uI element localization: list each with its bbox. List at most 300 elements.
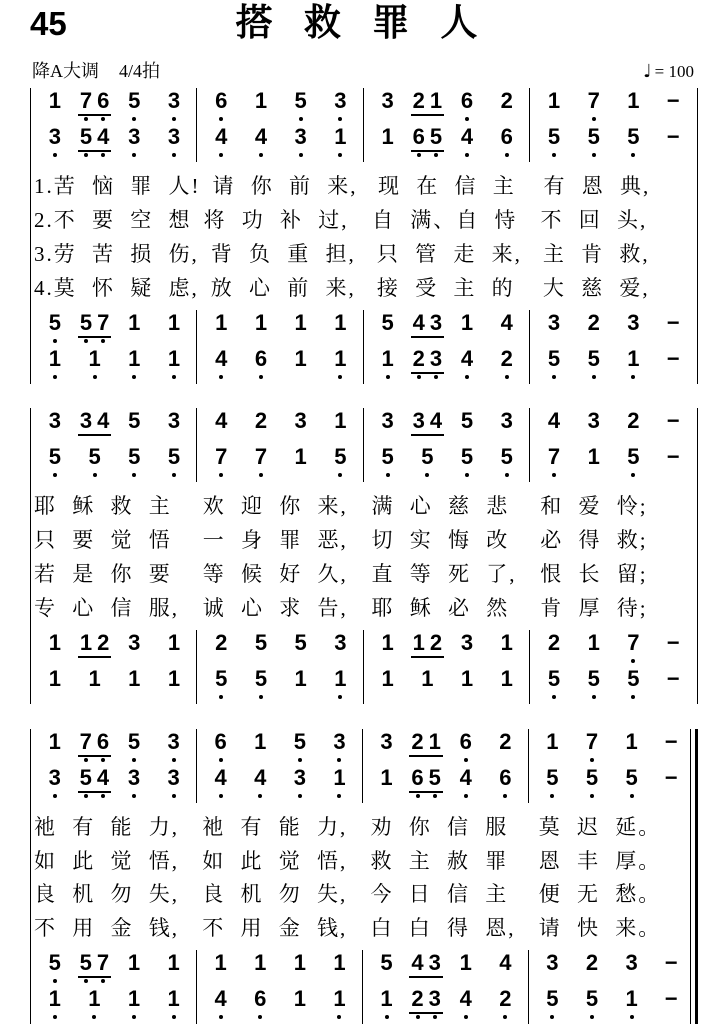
dot-spacer xyxy=(172,339,176,343)
dot-spacer xyxy=(386,339,390,343)
note xyxy=(667,445,680,477)
beat-cell xyxy=(75,766,115,802)
note xyxy=(215,311,227,343)
note-group xyxy=(460,766,472,798)
note xyxy=(215,667,227,699)
note-group xyxy=(254,987,266,1019)
dot-spacer xyxy=(386,659,390,663)
voice-row-lower xyxy=(201,987,359,1023)
note-digit: 3 xyxy=(128,630,141,655)
note-group xyxy=(128,730,140,762)
note-digit: 5 xyxy=(627,666,640,691)
note-digit: 3 xyxy=(460,630,474,655)
note-group xyxy=(254,730,266,762)
note-group xyxy=(215,89,227,121)
note xyxy=(460,730,472,762)
dot-spacer xyxy=(416,758,420,762)
beat-cell xyxy=(447,445,487,481)
beat-cell xyxy=(534,89,574,125)
low-octave-dot xyxy=(417,153,421,157)
dot-spacer xyxy=(416,979,420,983)
note-digit: 4 xyxy=(96,765,110,790)
note-digit: 1 xyxy=(334,408,347,433)
dot-spacer xyxy=(219,979,223,983)
note-group xyxy=(588,409,600,441)
note-group xyxy=(334,311,346,343)
note xyxy=(49,311,61,343)
quarter-note-icon: ♩ xyxy=(643,61,652,82)
beat-cell xyxy=(75,951,115,987)
note-digit: − xyxy=(664,765,678,790)
note-group xyxy=(627,667,639,699)
note xyxy=(499,951,511,983)
beat-cell xyxy=(281,445,321,481)
note-digit: 5 xyxy=(585,986,599,1011)
beat-cell xyxy=(241,311,281,347)
dot-spacer xyxy=(671,117,675,121)
beat-cell xyxy=(241,409,281,445)
beat-cell xyxy=(486,730,526,766)
note-digit: 6 xyxy=(459,729,472,754)
low-octave-dot xyxy=(338,153,342,157)
dot-spacer xyxy=(417,339,421,343)
note xyxy=(625,730,637,762)
hymn-number: 45 xyxy=(30,5,67,42)
beat-cell xyxy=(446,766,486,802)
note xyxy=(215,766,227,798)
note-digit: 3 xyxy=(381,408,394,433)
note-group xyxy=(548,445,560,477)
note xyxy=(255,445,267,477)
beat-cell xyxy=(486,951,526,987)
note-group xyxy=(128,766,140,798)
time-signature: 4/4拍 xyxy=(119,61,161,81)
dot-spacer xyxy=(631,437,635,441)
beat-cell xyxy=(320,951,360,987)
beat-cell xyxy=(154,951,194,987)
low-octave-dot xyxy=(132,153,136,157)
note-digit: 1 xyxy=(127,950,141,975)
note-group xyxy=(499,766,511,798)
note xyxy=(461,89,473,121)
note-group xyxy=(215,766,227,798)
note xyxy=(215,631,227,663)
note xyxy=(430,631,442,663)
note-digit: 1 xyxy=(333,765,346,790)
note xyxy=(295,667,307,699)
note xyxy=(49,730,61,762)
note-group xyxy=(49,631,61,663)
note-group xyxy=(548,631,560,663)
note-group xyxy=(381,89,393,121)
note-digit: 7 xyxy=(547,444,561,469)
note xyxy=(429,987,441,1019)
dot-spacer xyxy=(172,979,176,983)
beat-cell xyxy=(651,987,691,1023)
note-group xyxy=(254,951,266,983)
beat-cell xyxy=(651,951,691,987)
dot-spacer xyxy=(299,695,303,699)
beat-cell xyxy=(407,311,447,347)
note-digit: − xyxy=(664,986,678,1011)
note xyxy=(627,311,639,343)
dot-spacer xyxy=(84,437,88,441)
voice-row-upper xyxy=(35,631,194,667)
voice-row-upper xyxy=(201,730,359,766)
eighth-underline xyxy=(78,150,112,152)
note-digit: 7 xyxy=(79,88,93,113)
voice-row-lower xyxy=(35,347,194,383)
note-digit: 5 xyxy=(128,88,141,113)
note xyxy=(548,631,560,663)
note-digit: 6 xyxy=(215,88,228,113)
beat-cell xyxy=(241,445,281,481)
note-digit: 3 xyxy=(167,124,181,149)
low-octave-dot xyxy=(219,375,223,379)
lyrics-phrase: 一 身 罪 恶, xyxy=(202,528,348,552)
low-octave-dot xyxy=(172,794,176,798)
note-group xyxy=(294,730,306,762)
note-group xyxy=(128,311,140,343)
note-digit: 5 xyxy=(79,124,93,149)
note-group xyxy=(381,125,393,157)
beat-cell xyxy=(534,409,574,445)
note-digit: 5 xyxy=(546,765,559,790)
dot-spacer xyxy=(503,758,507,762)
note-group xyxy=(501,125,513,157)
dot-spacer xyxy=(172,695,176,699)
low-octave-dot xyxy=(338,117,342,121)
voice-row-upper xyxy=(367,730,525,766)
beat-cell xyxy=(201,730,241,766)
eighth-underline xyxy=(78,336,112,338)
beat-cell xyxy=(534,347,574,383)
note-digit: 2 xyxy=(412,88,425,113)
note xyxy=(588,409,600,441)
measure xyxy=(196,630,364,704)
dot-spacer xyxy=(299,339,303,343)
lyrics-phrase: 切 实 悔 改 xyxy=(371,528,510,552)
beat-cell xyxy=(321,445,361,481)
note-group xyxy=(381,667,393,699)
beat-cell xyxy=(35,766,75,802)
note xyxy=(128,125,140,157)
note-group xyxy=(80,730,110,762)
note xyxy=(168,631,180,663)
note-digit: 4 xyxy=(254,765,267,790)
note-digit: 1 xyxy=(587,630,600,655)
voice-row-lower xyxy=(201,445,360,481)
dot-spacer xyxy=(258,758,262,762)
low-octave-dot xyxy=(219,153,223,157)
note-group xyxy=(128,445,140,477)
note xyxy=(80,125,92,157)
beat-cell xyxy=(653,667,693,703)
dot-spacer xyxy=(298,979,302,983)
low-octave-dot xyxy=(465,117,469,121)
eighth-underline xyxy=(411,114,445,116)
low-octave-dot xyxy=(132,794,136,798)
low-octave-dot xyxy=(433,794,437,798)
beat-cell xyxy=(533,951,573,987)
beat-cell xyxy=(35,409,75,445)
low-octave-dot xyxy=(337,758,341,762)
note-digit: 2 xyxy=(585,950,599,975)
note xyxy=(625,766,637,798)
music-section-3 xyxy=(30,729,698,1024)
note-group xyxy=(461,445,473,477)
note xyxy=(128,667,140,699)
note-digit: 3 xyxy=(167,765,180,790)
note xyxy=(49,667,61,699)
note-digit: 5 xyxy=(587,124,600,149)
beat-cell xyxy=(154,311,194,347)
dot-spacer xyxy=(386,117,390,121)
note-digit: 3 xyxy=(167,729,180,754)
lyrics-line xyxy=(31,170,697,200)
note-digit: 3 xyxy=(48,124,61,149)
note-digit: 2 xyxy=(412,346,425,371)
note xyxy=(334,311,346,343)
dot-spacer xyxy=(505,117,509,121)
note xyxy=(295,125,307,157)
measure xyxy=(31,950,197,1024)
beat-cell xyxy=(574,409,614,445)
voice-row-upper xyxy=(35,409,194,445)
measure xyxy=(31,88,198,162)
dot-spacer xyxy=(219,659,223,663)
note-group xyxy=(215,951,227,983)
dot-spacer xyxy=(417,659,421,663)
beat-cell xyxy=(280,951,320,987)
note xyxy=(411,766,423,798)
beat-cell xyxy=(75,89,115,125)
beat-cell xyxy=(201,631,241,667)
note-digit: 3 xyxy=(381,88,394,113)
lyrics-phrase: 专 心 信 服, xyxy=(34,596,179,620)
low-octave-dot xyxy=(219,473,223,477)
note-group xyxy=(501,409,513,441)
note xyxy=(294,766,306,798)
note-digit: 1 xyxy=(627,346,640,371)
note-digit: − xyxy=(666,310,680,335)
beat-cell xyxy=(280,730,320,766)
note xyxy=(334,347,346,379)
note-digit: − xyxy=(666,444,680,469)
dot-spacer xyxy=(671,375,675,379)
dot-spacer xyxy=(669,758,673,762)
beat-cell xyxy=(321,125,361,161)
beat-cell xyxy=(447,311,487,347)
note-group xyxy=(168,311,180,343)
note-digit: 1 xyxy=(294,666,307,691)
beat-cell xyxy=(651,766,691,802)
note-group xyxy=(548,409,560,441)
note-digit: 5 xyxy=(460,408,474,433)
dot-spacer xyxy=(671,473,675,477)
dot-spacer xyxy=(503,979,507,983)
note-digit: 5 xyxy=(585,765,599,790)
note-digit: 4 xyxy=(214,986,227,1011)
beat-cell xyxy=(35,951,75,987)
note-digit: 4 xyxy=(411,950,424,975)
note-group xyxy=(294,987,306,1019)
beat-cell xyxy=(367,766,407,802)
note xyxy=(625,987,637,1019)
measure xyxy=(196,729,363,803)
note-group xyxy=(255,89,267,121)
note-group xyxy=(627,125,639,157)
note xyxy=(88,987,100,1019)
dot-spacer xyxy=(465,659,469,663)
note xyxy=(128,89,140,121)
note-digit: 1 xyxy=(333,986,346,1011)
note xyxy=(128,347,140,379)
voice-row-lower xyxy=(35,987,193,1023)
note xyxy=(588,125,600,157)
note xyxy=(501,445,513,477)
note-group xyxy=(625,951,637,983)
note-group xyxy=(413,347,443,379)
voice-row-lower xyxy=(534,125,693,161)
lyrics-phrase: 放 心 前 来, xyxy=(210,276,356,300)
beat-cell xyxy=(614,667,654,703)
note-group xyxy=(627,311,639,343)
dot-spacer xyxy=(671,153,675,157)
beat-cell xyxy=(154,766,194,802)
note xyxy=(665,730,678,762)
note-group xyxy=(49,409,61,441)
note-digit: 5 xyxy=(625,765,638,790)
note-group xyxy=(167,730,179,762)
note-group xyxy=(548,89,560,121)
low-octave-dot xyxy=(53,375,57,379)
note-digit: 3 xyxy=(128,124,141,149)
note xyxy=(80,951,92,983)
beat-cell xyxy=(114,987,154,1023)
note xyxy=(49,125,61,157)
beat-cell xyxy=(534,311,574,347)
note xyxy=(381,125,393,157)
dot-spacer xyxy=(505,659,509,663)
note-digit: − xyxy=(666,666,680,691)
beat-cell xyxy=(653,347,693,383)
note-digit: 1 xyxy=(333,950,346,975)
note xyxy=(88,347,100,379)
lyrics-line xyxy=(31,845,695,875)
note-group xyxy=(627,347,639,379)
lyrics-line xyxy=(31,912,695,942)
lyrics-phrase: 有 恩 典, xyxy=(543,174,651,198)
note-digit: 5 xyxy=(127,729,141,754)
note-digit: 1 xyxy=(334,666,347,691)
dot-spacer xyxy=(298,1015,302,1019)
note-group xyxy=(667,89,680,121)
note-digit: 2 xyxy=(411,729,424,754)
note-digit: 3 xyxy=(547,310,561,335)
measure xyxy=(363,310,531,384)
note-group xyxy=(215,311,227,343)
low-octave-dot xyxy=(172,117,176,121)
lyrics-phrase: 耶 稣 必 然 xyxy=(371,596,510,620)
eighth-underline xyxy=(409,791,443,793)
low-octave-dot xyxy=(465,375,469,379)
note-digit: 1 xyxy=(459,950,472,975)
low-octave-dot xyxy=(552,153,556,157)
dot-spacer xyxy=(505,437,509,441)
note-group xyxy=(667,631,680,663)
note-group xyxy=(586,987,598,1019)
beat-cell xyxy=(35,311,75,347)
note-digit: 5 xyxy=(79,950,92,975)
note-group xyxy=(215,445,227,477)
note-group xyxy=(546,730,558,762)
note xyxy=(501,409,513,441)
note-group xyxy=(460,730,472,762)
beat-cell xyxy=(201,766,241,802)
note xyxy=(667,667,680,699)
lyrics-phrase: 便 无 愁。 xyxy=(538,882,662,907)
voice-row-lower xyxy=(35,125,194,161)
low-octave-dot xyxy=(259,473,263,477)
dot-spacer xyxy=(433,979,437,983)
dot-spacer xyxy=(101,659,105,663)
lyrics-phrase: 不 用 金 钱, xyxy=(34,916,179,941)
note xyxy=(501,125,513,157)
note-group xyxy=(49,951,61,983)
dot-spacer xyxy=(669,1015,673,1019)
low-octave-dot xyxy=(464,758,468,762)
note-digit: 5 xyxy=(547,346,561,371)
dot-spacer xyxy=(550,979,554,983)
note-group xyxy=(413,89,443,121)
note-digit: 2 xyxy=(411,986,424,1011)
lyrics-phrase: 如 此 觉 悟, xyxy=(34,848,179,873)
note-group xyxy=(334,409,346,441)
beat-cell xyxy=(612,951,652,987)
note-group xyxy=(665,987,678,1019)
beat-cell xyxy=(368,125,408,161)
note-group xyxy=(461,125,473,157)
beat-cell xyxy=(406,951,446,987)
note-digit: 1 xyxy=(254,950,267,975)
page-title: 搭 救 罪 人 xyxy=(235,3,489,44)
dot-spacer xyxy=(385,979,389,983)
note-group xyxy=(667,445,680,477)
voice-row-upper xyxy=(201,409,360,445)
note-digit: 5 xyxy=(254,666,268,691)
note xyxy=(168,667,180,699)
dot-spacer xyxy=(671,339,675,343)
beat-cell xyxy=(114,631,154,667)
note-digit: 6 xyxy=(460,88,474,113)
music-staff xyxy=(31,88,697,162)
dot-spacer xyxy=(631,117,635,121)
lyrics-phrase: 恨 长 留; xyxy=(540,562,648,586)
note-group xyxy=(548,667,560,699)
beat-cell xyxy=(406,987,446,1023)
note xyxy=(215,409,227,441)
note-digit: 1 xyxy=(294,310,307,335)
note xyxy=(380,730,392,762)
note-digit: 1 xyxy=(48,666,61,691)
dot-spacer xyxy=(53,758,57,762)
dot-spacer xyxy=(592,659,596,663)
note xyxy=(295,89,307,121)
low-octave-dot xyxy=(53,1015,57,1019)
beat-cell xyxy=(486,766,526,802)
beat-cell xyxy=(281,667,321,703)
